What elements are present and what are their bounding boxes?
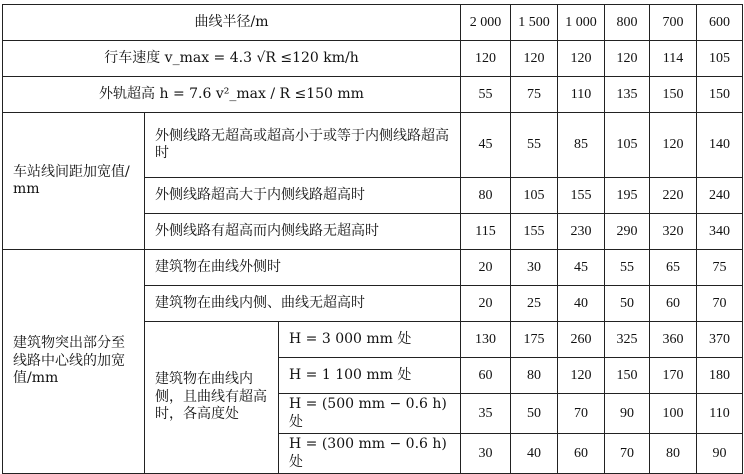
table-cell: 110	[558, 77, 605, 113]
table-cell: 35	[461, 394, 511, 434]
row-label: 建筑物在曲线内侧、曲线无超高时	[145, 286, 461, 322]
table-cell: 120	[558, 358, 605, 394]
table-cell: 260	[558, 322, 605, 358]
table-cell: 40	[558, 286, 605, 322]
table-cell: 80	[461, 178, 511, 214]
table-row	[3, 250, 743, 286]
table-cell: 30	[461, 434, 511, 474]
radius-value: 1 500	[511, 5, 558, 41]
table-cell: 100	[650, 394, 697, 434]
superelevation-label: 外轨超高 h = 7.6 v²_max / R ≤150 mm	[3, 77, 461, 113]
table-cell: 80	[650, 434, 697, 474]
table-cell: 115	[461, 214, 511, 250]
table-cell: 340	[697, 214, 743, 250]
table-cell: 325	[605, 322, 650, 358]
row-label: 外侧线路无超高或超高小于或等于内侧线路超高时	[145, 113, 461, 178]
table-cell: 60	[461, 358, 511, 394]
row-label: 外侧线路超高大于内侧线路超高时	[145, 178, 461, 214]
table-cell: 240	[697, 178, 743, 214]
table-cell: 80	[511, 358, 558, 394]
radius-value: 700	[650, 5, 697, 41]
table-row	[3, 113, 743, 178]
table-cell: 70	[558, 394, 605, 434]
radius-value: 1 000	[558, 5, 605, 41]
table-cell: 50	[605, 286, 650, 322]
table-cell: 195	[605, 178, 650, 214]
table-cell: 155	[511, 214, 558, 250]
table-cell: 25	[511, 286, 558, 322]
table-cell: 370	[697, 322, 743, 358]
table-cell: 150	[605, 358, 650, 394]
table-cell: 230	[558, 214, 605, 250]
table-cell: 120	[605, 41, 650, 77]
height-label: H = (300 mm − 0.6 h) 处	[279, 434, 461, 474]
superelevation-row	[3, 77, 743, 113]
table-cell: 170	[650, 358, 697, 394]
table-cell: 320	[650, 214, 697, 250]
curve-widening-table	[2, 4, 743, 474]
table-cell: 360	[650, 322, 697, 358]
height-label: H = (500 mm − 0.6 h) 处	[279, 394, 461, 434]
table-cell: 120	[650, 113, 697, 178]
height-label: H = 1 100 mm 处	[279, 358, 461, 394]
table-cell: 155	[558, 178, 605, 214]
table-cell: 120	[461, 41, 511, 77]
table-cell: 180	[697, 358, 743, 394]
table-cell: 220	[650, 178, 697, 214]
table-cell: 120	[558, 41, 605, 77]
table-cell: 150	[650, 77, 697, 113]
table-cell: 70	[697, 286, 743, 322]
height-label: H = 3 000 mm 处	[279, 322, 461, 358]
table-cell: 40	[511, 434, 558, 474]
header-row	[3, 5, 743, 41]
table-cell: 105	[511, 178, 558, 214]
table-cell: 50	[511, 394, 558, 434]
radius-header-label: 曲线半径/m	[3, 5, 461, 41]
table-cell: 20	[461, 250, 511, 286]
table-cell: 45	[558, 250, 605, 286]
table-cell: 110	[697, 394, 743, 434]
table-cell: 114	[650, 41, 697, 77]
table-cell: 70	[605, 434, 650, 474]
table-cell: 175	[511, 322, 558, 358]
table-cell: 65	[650, 250, 697, 286]
table-cell: 55	[461, 77, 511, 113]
table-cell: 290	[605, 214, 650, 250]
table-cell: 150	[697, 77, 743, 113]
table-cell: 60	[558, 434, 605, 474]
row-label: 外侧线路有超高而内侧线路无超高时	[145, 214, 461, 250]
table-cell: 105	[605, 113, 650, 178]
table-cell: 75	[511, 77, 558, 113]
subgroup-label: 建筑物在曲线内侧，且曲线有超高时，各高度处	[145, 322, 279, 474]
table-cell: 20	[461, 286, 511, 322]
table-cell: 135	[605, 77, 650, 113]
speed-label: 行车速度 v_max = 4.3 √R ≤120 km/h	[3, 41, 461, 77]
table-cell: 90	[605, 394, 650, 434]
row-label: 建筑物在曲线外侧时	[145, 250, 461, 286]
building-group-label: 建筑物突出部分至线路中心线的加宽值/mm	[3, 250, 145, 474]
table-cell: 85	[558, 113, 605, 178]
radius-value: 2 000	[461, 5, 511, 41]
table-cell: 60	[650, 286, 697, 322]
radius-value: 600	[697, 5, 743, 41]
table-cell: 30	[511, 250, 558, 286]
table-cell: 140	[697, 113, 743, 178]
table-cell: 55	[511, 113, 558, 178]
table-cell: 120	[511, 41, 558, 77]
table-cell: 45	[461, 113, 511, 178]
radius-value: 800	[605, 5, 650, 41]
table-cell: 130	[461, 322, 511, 358]
table-cell: 90	[697, 434, 743, 474]
speed-row	[3, 41, 743, 77]
table-cell: 55	[605, 250, 650, 286]
table-cell: 75	[697, 250, 743, 286]
station-group-label: 车站线间距加宽值/mm	[3, 113, 145, 250]
table-cell: 105	[697, 41, 743, 77]
